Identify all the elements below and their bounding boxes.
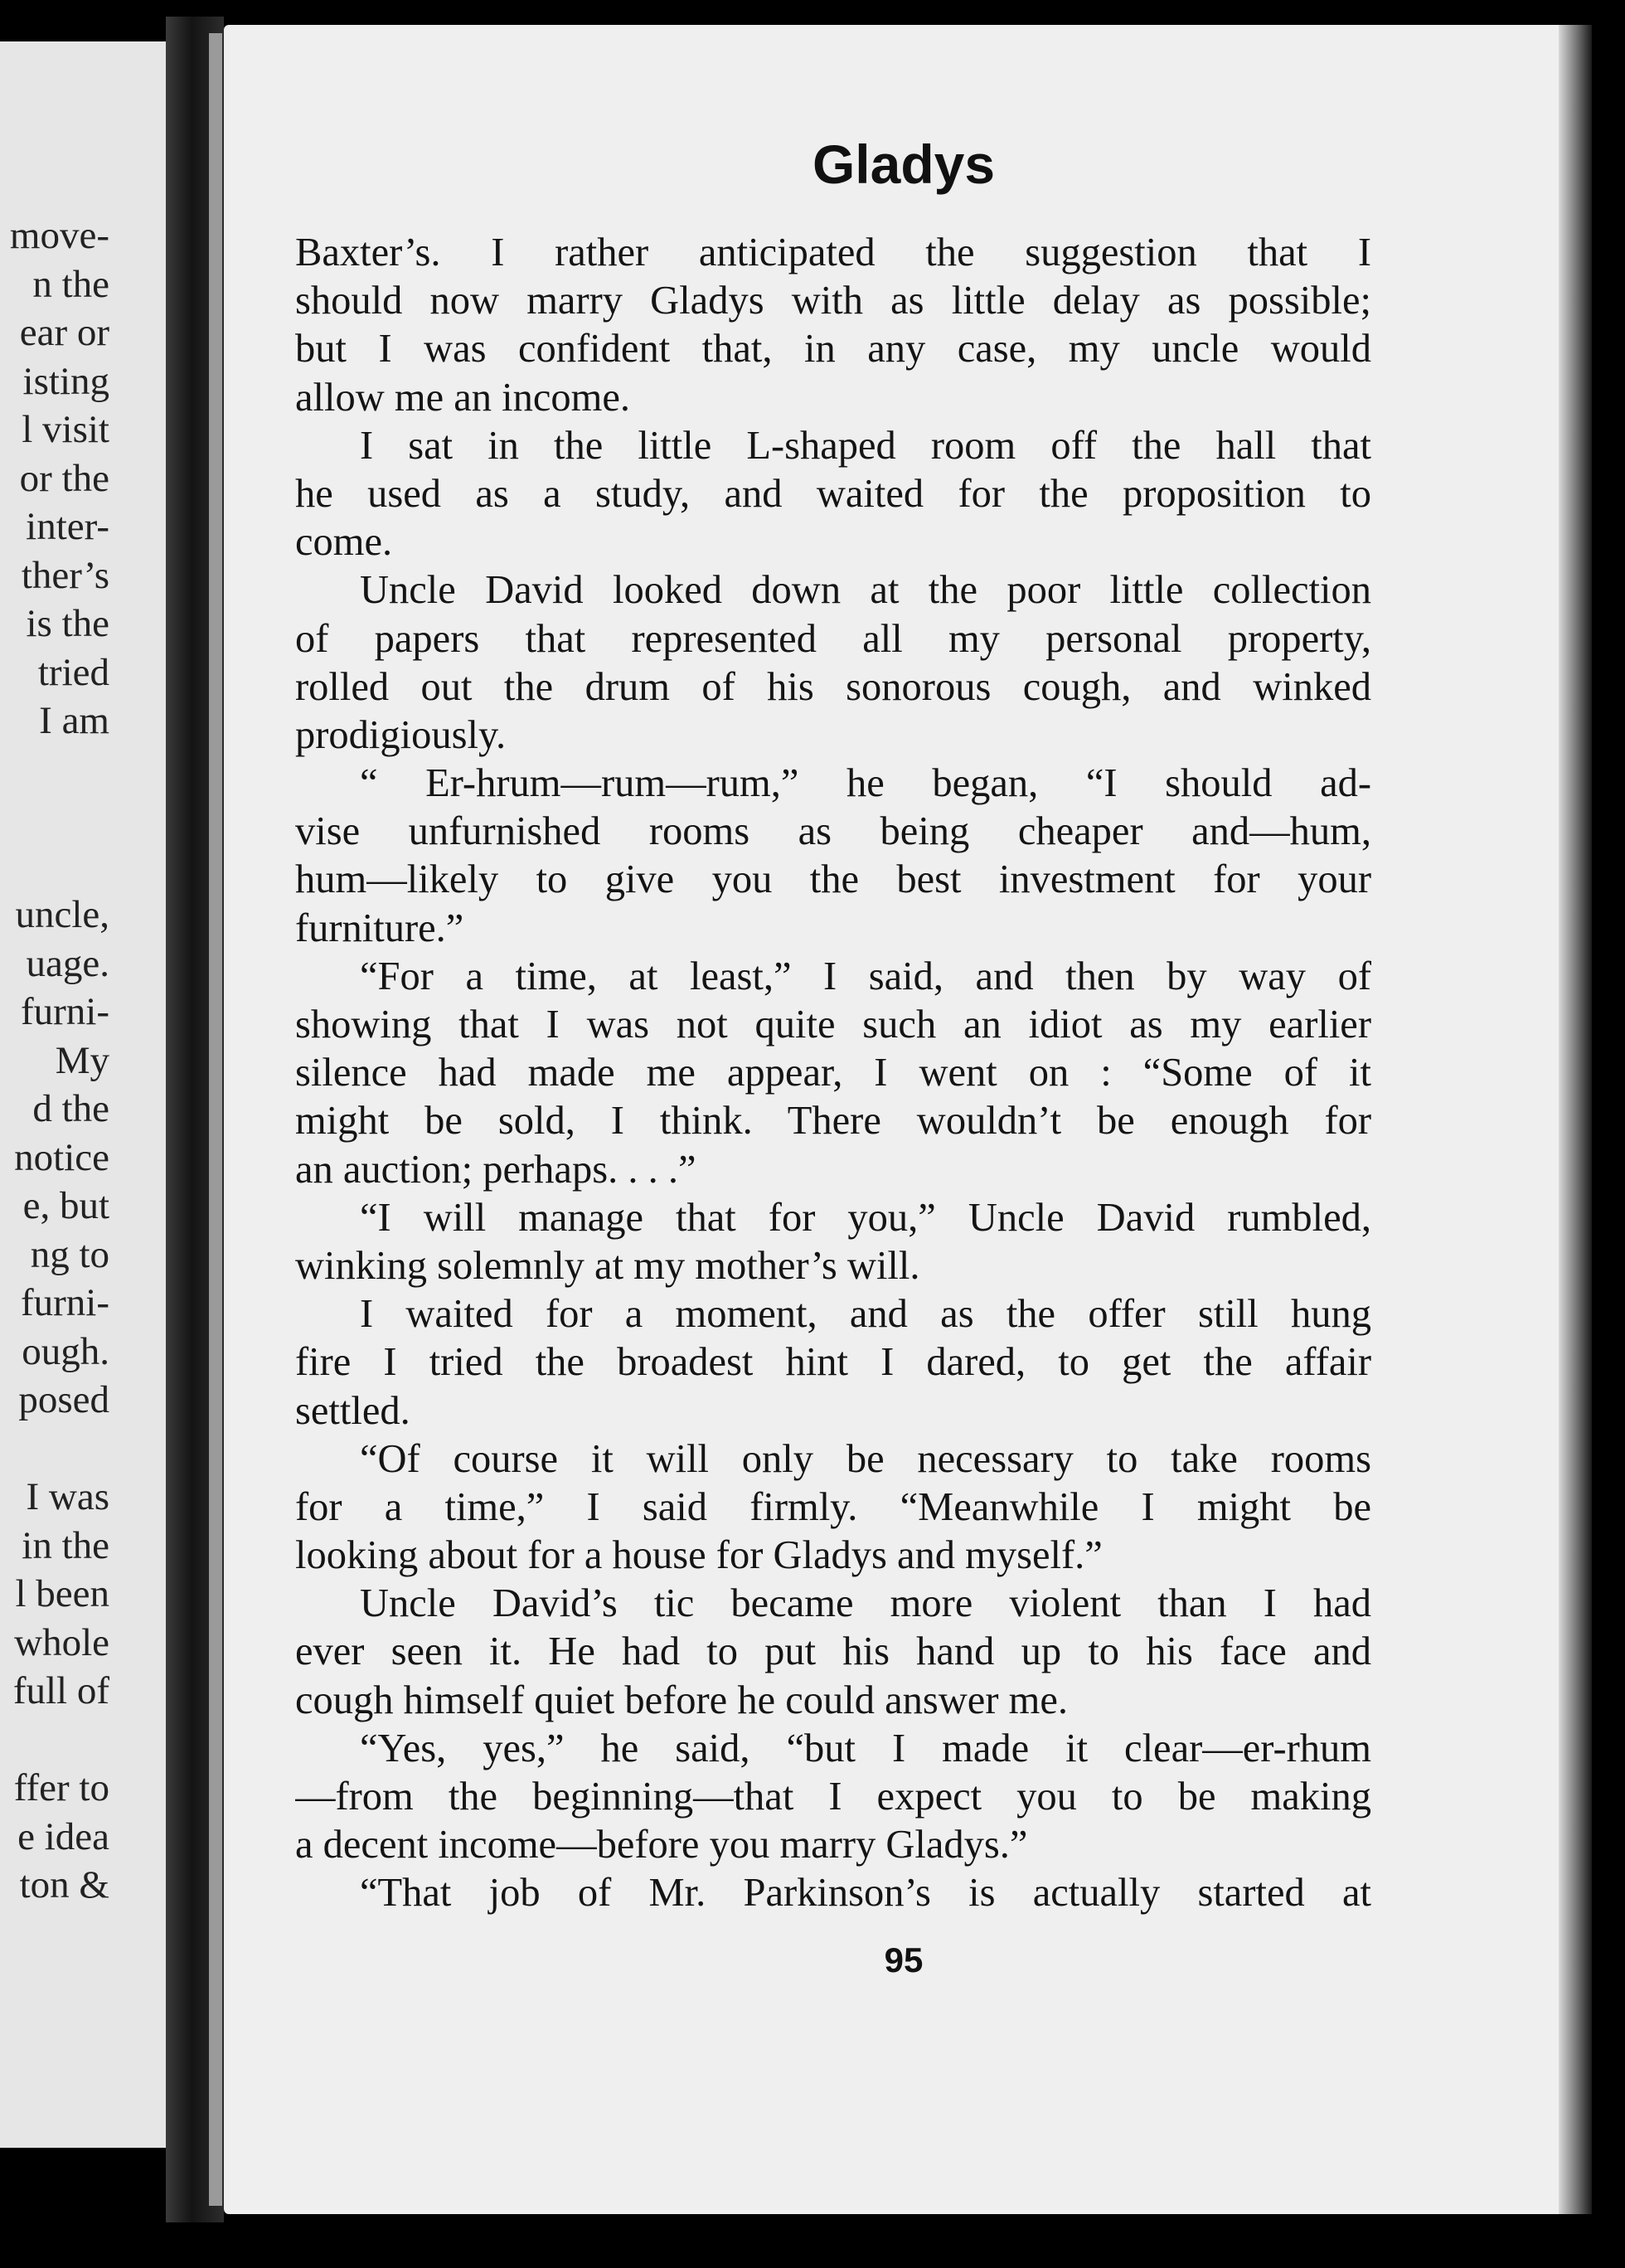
page-number: 95 (884, 1940, 924, 1979)
text-line: Uncle David’s tic became more violent than I had (360, 1581, 1371, 1626)
facing-page-line: notice (14, 1135, 109, 1179)
text-line: for a time,” I said firmly. “Meanwhile I might be (295, 1484, 1371, 1529)
text-line: an auction; perhaps. . . .” (295, 1147, 696, 1192)
facing-page (0, 41, 166, 2148)
text-line: settled. (295, 1388, 410, 1433)
text-line: of papers that represented all my personal property, (295, 616, 1371, 661)
text-line: “For a time, at least,” I said, and then by way of (360, 954, 1371, 998)
facing-page-line: ough. (22, 1329, 109, 1373)
text-line: cough himself quiet before he could answer me. (295, 1678, 1068, 1722)
facing-page-line: ng to (30, 1232, 109, 1276)
facing-page-line: e, but (22, 1184, 109, 1227)
facing-page-line: or the (19, 456, 109, 500)
facing-page-line: whole (14, 1620, 109, 1664)
text-line: “Of course it will only be necessary to take rooms (360, 1436, 1371, 1481)
facing-page-line: l visit (22, 408, 109, 451)
text-line: might be sold, I think. There wouldn’t be enough for (295, 1099, 1371, 1144)
facing-page-line: l been (15, 1572, 109, 1615)
text-line: I waited for a moment, and as the offer still hung (360, 1292, 1371, 1337)
facing-page-line: isting (22, 359, 109, 403)
facing-page-line: ther’s (21, 553, 109, 597)
facing-page-line: ffer to (13, 1766, 109, 1809)
text-line: hum—likely to give you the best investment for your (295, 857, 1371, 902)
text-line: “That job of Mr. Parkinson’s is actually started at (360, 1871, 1371, 1916)
text-line: Baxter’s. I rather anticipated the suggestion that I (295, 231, 1371, 274)
facing-page-line: in the (22, 1523, 109, 1567)
text-line: vise unfurnished rooms as being cheaper and—hum, (295, 809, 1371, 854)
facing-page-line: furni- (20, 990, 109, 1033)
facing-page-line: uncle, (15, 893, 109, 936)
facing-page-line: uage. (26, 941, 109, 985)
text-line: “ Er-hrum—rum—rum,” he began, “I should ad- (360, 761, 1371, 806)
facing-page-line: is the (26, 602, 109, 645)
text-line: come. (295, 520, 393, 565)
facing-page-line (10, 794, 109, 843)
facing-page-line: full of (12, 1669, 109, 1712)
facing-page-line (10, 1425, 109, 1474)
text-line: showing that I was not quite such an idiot as my earlier (295, 1003, 1371, 1047)
text-line: “I will manage that for you,” Uncle David rumbled, (360, 1195, 1371, 1240)
facing-page-line: inter- (26, 505, 109, 548)
text-line: allow me an income. (295, 375, 631, 420)
text-line: winking solemnly at my mother’s will. (295, 1243, 920, 1288)
facing-page-line: tried (37, 650, 109, 694)
text-line: ever seen it. He had to put his hand up to his face and (295, 1629, 1371, 1674)
book-spine-edge (209, 33, 222, 2206)
facing-page-line: I am (39, 699, 109, 742)
facing-page-line: My (55, 1038, 109, 1082)
text-line: he used as a study, and waited for the proposition to (295, 471, 1371, 516)
text-line: looking about for a house for Gladys and myself.” (295, 1533, 1103, 1578)
facing-page-line: ear or (19, 311, 109, 354)
text-line: rolled out the drum of his sonorous cough, and winked (295, 664, 1371, 709)
facing-page-line: ton & (19, 1863, 109, 1906)
facing-page-line (10, 745, 109, 794)
text-line: —from the beginning—that I expect you to be making (295, 1775, 1371, 1819)
facing-page-line: I was (26, 1475, 109, 1518)
text-line: should now marry Gladys with as little delay as possible; (295, 279, 1371, 323)
facing-page-line: d the (32, 1087, 109, 1130)
running-header: Gladys (812, 134, 996, 195)
text-line: I sat in the little L-shaped room off the hall that (360, 423, 1371, 468)
page-right-edge (1559, 25, 1592, 2214)
facing-page-line: move- (9, 214, 109, 257)
facing-page-line: n the (32, 262, 109, 306)
text-line: prodigiously. (295, 712, 507, 757)
facing-page-line: posed (18, 1378, 109, 1421)
text-line: Uncle David looked down at the poor little collection (360, 568, 1371, 613)
text-line: but I was confident that, in any case, my uncle would (295, 327, 1371, 372)
text-line: a decent income—before you marry Gladys.” (295, 1823, 1028, 1867)
page-body-text (295, 229, 1371, 1918)
text-line: fire I tried the broadest hint I dared, to get the affair (295, 1340, 1371, 1385)
facing-page-text (10, 211, 109, 1910)
text-line: furniture.” (295, 906, 464, 950)
text-line: silence had made me appear, I went on : “Some of it (295, 1051, 1371, 1095)
facing-page-line: furni- (20, 1281, 109, 1324)
facing-page-line: e idea (17, 1814, 109, 1858)
facing-page-line (10, 843, 109, 891)
facing-page-line (10, 1716, 109, 1765)
text-line: “Yes, yes,” he said, “but I made it clear—er-rhum (360, 1726, 1371, 1770)
